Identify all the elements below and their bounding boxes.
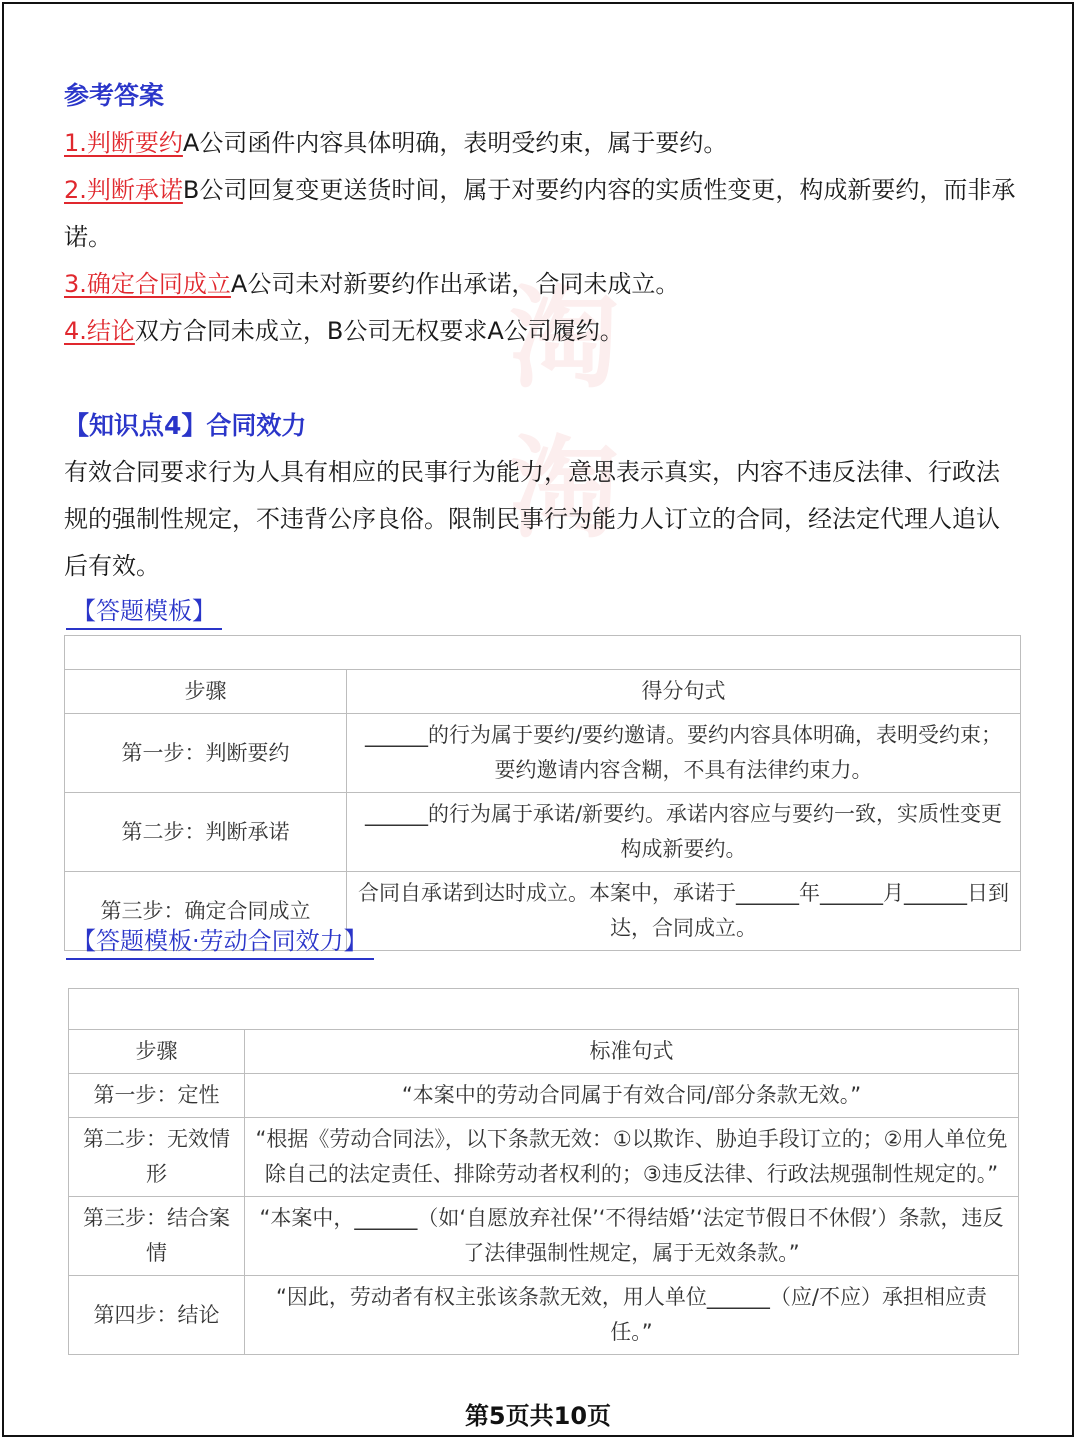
table-row xyxy=(69,1118,1019,1197)
knowledge-point-title: 【知识点4】合同效力 xyxy=(64,411,307,440)
step-cell: 第二步：判断承诺 xyxy=(65,793,347,872)
table-row xyxy=(65,714,1021,793)
template-heading: 【答题模板】 xyxy=(66,596,222,630)
answer-item xyxy=(64,120,1024,167)
column-header: 步骤 xyxy=(69,1030,245,1074)
step-cell: 第三步：结合案情 xyxy=(69,1197,245,1276)
watermark: 淘淘 xyxy=(509,275,619,553)
sentence-cell: ______的行为属于要约/要约邀请。要约内容具体明确，表明受约束；要约邀请内容含糊，不具有法律约束力。 xyxy=(347,714,1021,793)
table-blank-row xyxy=(65,636,1021,670)
table-row xyxy=(69,1276,1019,1355)
answer-item xyxy=(64,167,1024,261)
column-header: 得分句式 xyxy=(347,670,1021,714)
answer-item-label: 2.判断承诺 xyxy=(64,176,183,204)
sentence-cell: “根据《劳动合同法》，以下条款无效：①以欺诈、胁迫手段订立的；②用人单位免除自己的法定责任、排除劳动者权利的；③违反法律、行政法规强制性规定的。” xyxy=(245,1118,1019,1197)
sentence-cell: “因此，劳动者有权主张该条款无效，用人单位______（应/不应）承担相应责任。” xyxy=(245,1276,1019,1355)
labor-template-heading: 【答题模板·劳动合同效力】 xyxy=(66,926,374,960)
sentence-cell: “本案中的劳动合同属于有效合同/部分条款无效。” xyxy=(245,1074,1019,1118)
table-row xyxy=(69,1074,1019,1118)
sentence-cell: 合同自承诺到达时成立。本案中，承诺于______年______月______日到达，合同成立。 xyxy=(347,872,1021,951)
table-row xyxy=(65,793,1021,872)
answer-item-label: 4.结论 xyxy=(64,317,135,345)
answer-item-text: A公司函件内容具体明确，表明受约束，属于要约。 xyxy=(182,129,728,157)
answer-item-label: 1.判断要约 xyxy=(64,129,183,157)
table-header-row xyxy=(69,1030,1019,1074)
answer-item-text: 双方合同未成立，B公司无权要求A公司履约。 xyxy=(134,317,624,345)
answer-item xyxy=(64,308,1024,355)
answer-section-title: 参考答案 xyxy=(64,81,165,110)
column-header: 标准句式 xyxy=(245,1030,1019,1074)
answer-item-label: 3.确定合同成立 xyxy=(64,270,231,298)
answer-item-text: A公司未对新要约作出承诺，合同未成立。 xyxy=(230,270,680,298)
step-cell: 第三步：确定合同成立 xyxy=(65,872,347,951)
step-cell: 第一步：判断要约 xyxy=(65,714,347,793)
document-page xyxy=(2,2,1074,1437)
knowledge-point-body: 有效合同要求行为人具有相应的民事行为能力，意思表示真实，内容不违反法律、行政法规的强制性规定，不违背公序良俗。限制民事行为能力人订立的合同，经法定代理人追认后有效。 xyxy=(64,458,1000,580)
answer-item xyxy=(64,261,1024,308)
page-number: 第5页共10页 xyxy=(464,1402,612,1430)
sentence-cell: “本案中，______（如‘自愿放弃社保’‘不得结婚’‘法定节假日不休假’）条款，违反了法律强制性规定，属于无效条款。” xyxy=(245,1197,1019,1276)
answer-template-table xyxy=(64,635,1021,951)
step-cell: 第一步：定性 xyxy=(69,1074,245,1118)
column-header: 步骤 xyxy=(65,670,347,714)
table-row xyxy=(69,1197,1019,1276)
sentence-cell: ______的行为属于承诺/新要约。承诺内容应与要约一致，实质性变更构成新要约。 xyxy=(347,793,1021,872)
table-blank-row xyxy=(69,989,1019,1030)
step-cell: 第二步：无效情形 xyxy=(69,1118,245,1197)
step-cell: 第四步：结论 xyxy=(69,1276,245,1355)
table-header-row xyxy=(65,670,1021,714)
labor-contract-template-table xyxy=(68,988,1019,1355)
answer-item-text: B公司回复变更送货时间，属于对要约内容的实质性变更，构成新要约，而非承诺。 xyxy=(64,176,1016,251)
